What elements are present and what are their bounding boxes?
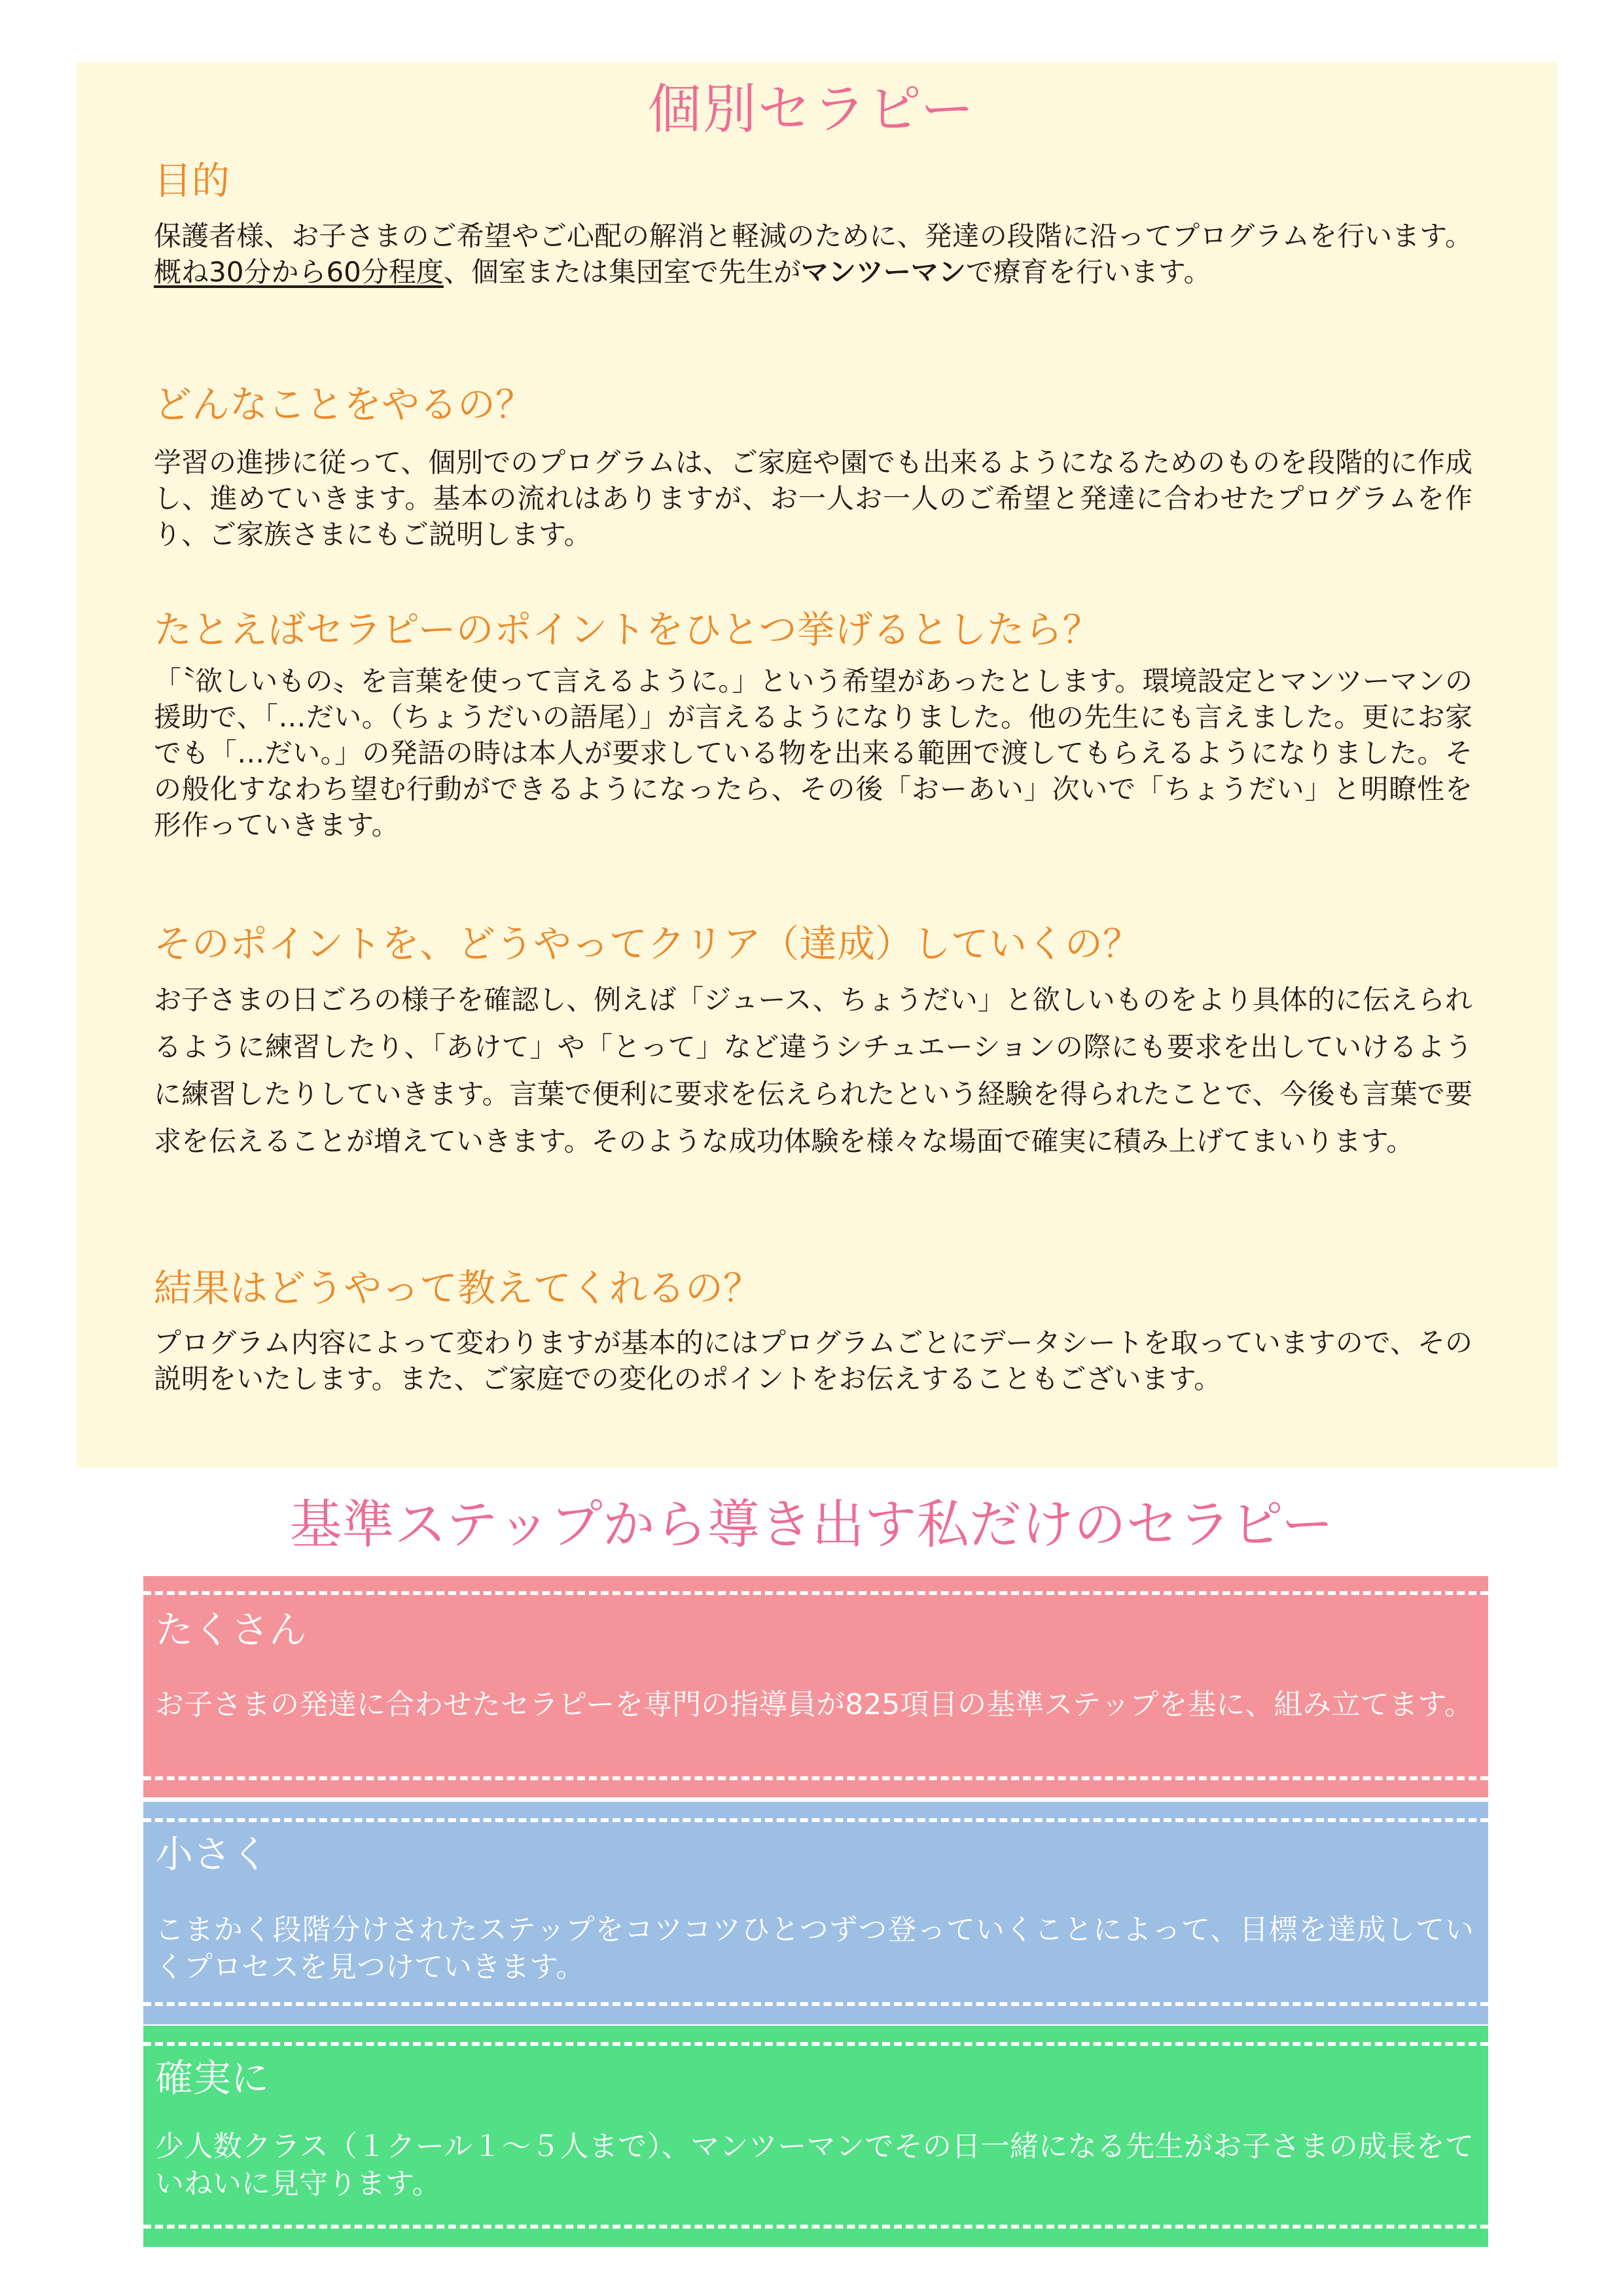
step-body-small: こまかく段階分けされたステップをコツコツひとつずつ登っていくことによって、目標を達成していくプロセスを見つけていきます。 bbox=[155, 1913, 1474, 1984]
section-heading-purpose: 目的 bbox=[154, 158, 230, 203]
purpose-text-c: で療育を行います。 bbox=[965, 256, 1211, 288]
purpose-text-a: 保護者様、お子さまのご希望やご心配の解消と軽減のために、発達の段階に沿ってプログラムを行います。 bbox=[154, 220, 1472, 252]
step-heading-many: たくさん bbox=[155, 1607, 308, 1652]
purpose-mantoman: マンツーマン bbox=[800, 256, 966, 288]
section-heading-what: どんなことをやるの？ bbox=[154, 382, 534, 427]
step-band-sure bbox=[143, 2026, 1488, 2247]
dashed-divider bbox=[143, 1591, 1488, 1595]
step-band-small bbox=[143, 1802, 1488, 2024]
section-heading-example: たとえばセラピーのポイントをひとつ挙げるとしたら？ bbox=[154, 607, 1101, 652]
section-body-clear: お子さまの日ごろの様子を確認し、例えば「ジュース、ちょうだい」と欲しいものをより具体的に伝えられるように練習したり、「あけて」や「とって」など違うシチュエーションの際にも要求を出していけるように練習したりしていきます。言葉で便利に要求を伝えられたという経験を得られたことで、今後も言葉で要求を伝えることが増えていきます。そのような成功体験を様々な場面で確実に積み上げてまいります。 bbox=[154, 984, 1472, 1157]
section-body-result: プログラム内容によって変わりますが基本的にはプログラムごとにデータシートを取っていますので、その説明をいたします。また、ご家庭での変化のポイントをお伝えすることもございます。 bbox=[154, 1327, 1472, 1395]
section-body-purpose bbox=[154, 218, 1472, 290]
step-band-many bbox=[143, 1576, 1488, 1797]
purpose-duration: 概ね30分から60分程度 bbox=[154, 256, 444, 288]
step-heading-sure: 確実に bbox=[155, 2056, 270, 2100]
step-body-many: お子さまの発達に合わせたセラピーを専門の指導員が825項目の基準ステップを基に、組み立てます。 bbox=[155, 1688, 1473, 1721]
dashed-divider bbox=[143, 2042, 1488, 2046]
step-heading-small: 小さく bbox=[155, 1832, 270, 1876]
section-body-example: 「〝欲しいもの〟を言葉を使って言えるように。」という希望があったとします。環境設定とマンツーマンの援助で、「…だい。（ちょうだいの語尾）」が言えるようになりました。他の先生にも言えました。更にお家でも「…だい。」の発語の時は本人が要求している物を出来る範囲で渡してもらえるようになりました。その般化すなわち望む行動ができるようになったら、その後「おーあい」次いで「ちょうだい」と明瞭性を形作っていきます。 bbox=[154, 665, 1472, 841]
dashed-divider bbox=[143, 2002, 1488, 2006]
dashed-divider bbox=[143, 1776, 1488, 1780]
dashed-divider bbox=[143, 2225, 1488, 2229]
section-heading-result: 結果はどうやって教えてくれるの？ bbox=[154, 1266, 762, 1310]
dashed-divider bbox=[143, 1818, 1488, 1822]
steps-title: 基準ステップから導き出す私だけのセラピー bbox=[289, 1494, 1334, 1555]
step-body-sure: 少人数クラス（１クール１～５人まで）、マンツーマンでその日一緒になる先生がお子さまの成長をていねいに見守ります。 bbox=[155, 2130, 1474, 2200]
page-title: 個別セラピー bbox=[647, 79, 976, 141]
section-body-what: 学習の進捗に従って、個別でのプログラムは、ご家庭や園でも出来るようになるためのものを段階的に作成し、進めていきます。基本の流れはありますが、お一人お一人のご希望と発達に合わせたプログラムを作り、ご家族さまにもご説明します。 bbox=[154, 446, 1472, 550]
purpose-text-b: 、個室または集団室で先生が bbox=[443, 256, 801, 288]
section-heading-clear: そのポイントを、どうやってクリア（達成）していくの？ bbox=[154, 922, 1141, 966]
